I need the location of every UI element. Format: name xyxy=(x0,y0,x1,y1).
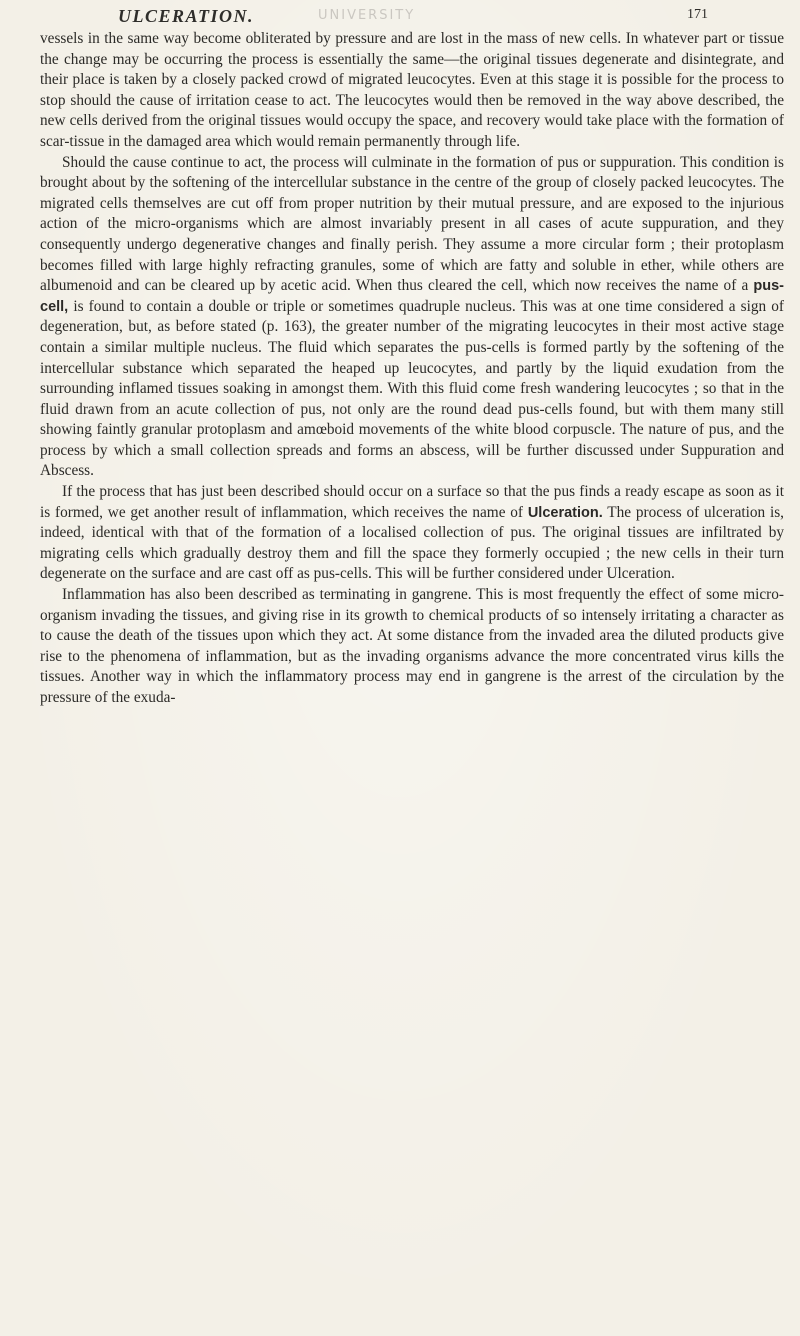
library-stamp: UNIVERSITY xyxy=(318,8,416,23)
paragraph-3 xyxy=(40,482,784,585)
term-ulceration: Ulceration. xyxy=(527,504,603,521)
term-pus-cell: pus-cell, xyxy=(40,278,784,315)
paragraph-1-text: vessels in the same way become obliterated by pressure and are lost in the mass of new cells. In whatever part or tissue the change may be occurring the process is essentially the same—the original tissues degenerate and disintegrate, and their place is taken by a closely packed crowd of migrated leucocytes. Even at this stage it is possible for the process to stop should the cause of irritation cease to act. The leucocytes would then be removed in the way above described, the new cells derived from the original tissues would occupy the space, and recovery would take place with the formation of scar-tissue in the damaged area which would remain permanently through life. xyxy=(40,30,784,150)
paragraph-2-after: is found to contain a double or triple or sometimes quadruple nucleus. This was at one time considered a sign of degeneration, but, as before stated (p. 163), the greater number of the migrating leucocytes in their most active stage contain a similar multiple nucleus. The fluid which separates the pus-cells is formed partly by the softening of the intercellular substance which separated the heaped up leucocytes, and partly by the liquid exudation from the surrounding inflamed tissues soaking in amongst them. With this fluid come fresh wandering leucocytes ; so that in the fluid drawn from an acute collection of pus, not only are the round dead pus-cells found, but with them many still showing faintly granular protoplasm and amœboid movements of the white blood corpuscle. The nature of pus, and the process by which a small collection spreads and forms an abscess, will be further discussed under Suppuration and Abscess. xyxy=(40,297,784,480)
paragraph-2 xyxy=(40,153,784,483)
paragraph-2-before: Should the cause continue to act, the process will culminate in the formation of pus or suppuration. This condition is brought about by the softening of the intercellular substance in the centre of the group of closely packed leucocytes. The migrated cells themselves are cut off from proper nutrition by their mutual pressure, and are exposed to the injurious action of the micro-organisms which are almost invariably present in all cases of acute suppuration, and they consequently undergo degenerative changes and finally perish. They assume a more circular form ; their protoplasm becomes filled with large highly refracting granules, some of which are fatty and soluble in ether, while others are albumenoid and can be cleared up by acetic acid. When thus cleared the cell, which now receives the name of a xyxy=(40,153,784,295)
paragraph-3-before: If the process that has just been described should occur on a surface so that the pus finds a ready escape as soon as it is formed, we get another result of inflammation, which receives the name of xyxy=(40,483,784,521)
paragraph-4-text: Inflammation has also been described as terminating in gangrene. This is most frequently the effect of some micro-organism invading the tissues, and giving rise in its growth to chemical products of so intensely irritating a character as to cause the death of the tissues upon which they act. At some distance from the invaded area the diluted products give rise to the phenomena of inflammation, but as the invading organisms advance the more concentrated virus kills the tissues. Another way in which the inflammatory process may end in gangrene is the arrest of the circulation by the pressure of the exuda- xyxy=(40,586,784,706)
paragraph-3-after: The process of ulceration is, indeed, identical with that of the formation of a localised collection of pus. The original tissues are infiltrated by migrating cells which gradually destroy them and fill the space they formerly occupied ; the new cells in their turn degenerate on the surface and are cast off as pus-cells. This will be further considered under Ulceration. xyxy=(40,503,784,583)
body-text xyxy=(40,29,784,709)
running-head: ULCERATION. xyxy=(118,6,255,26)
paragraph-4 xyxy=(40,585,784,709)
page-number: 171 xyxy=(687,7,708,22)
paragraph-1 xyxy=(40,29,784,153)
